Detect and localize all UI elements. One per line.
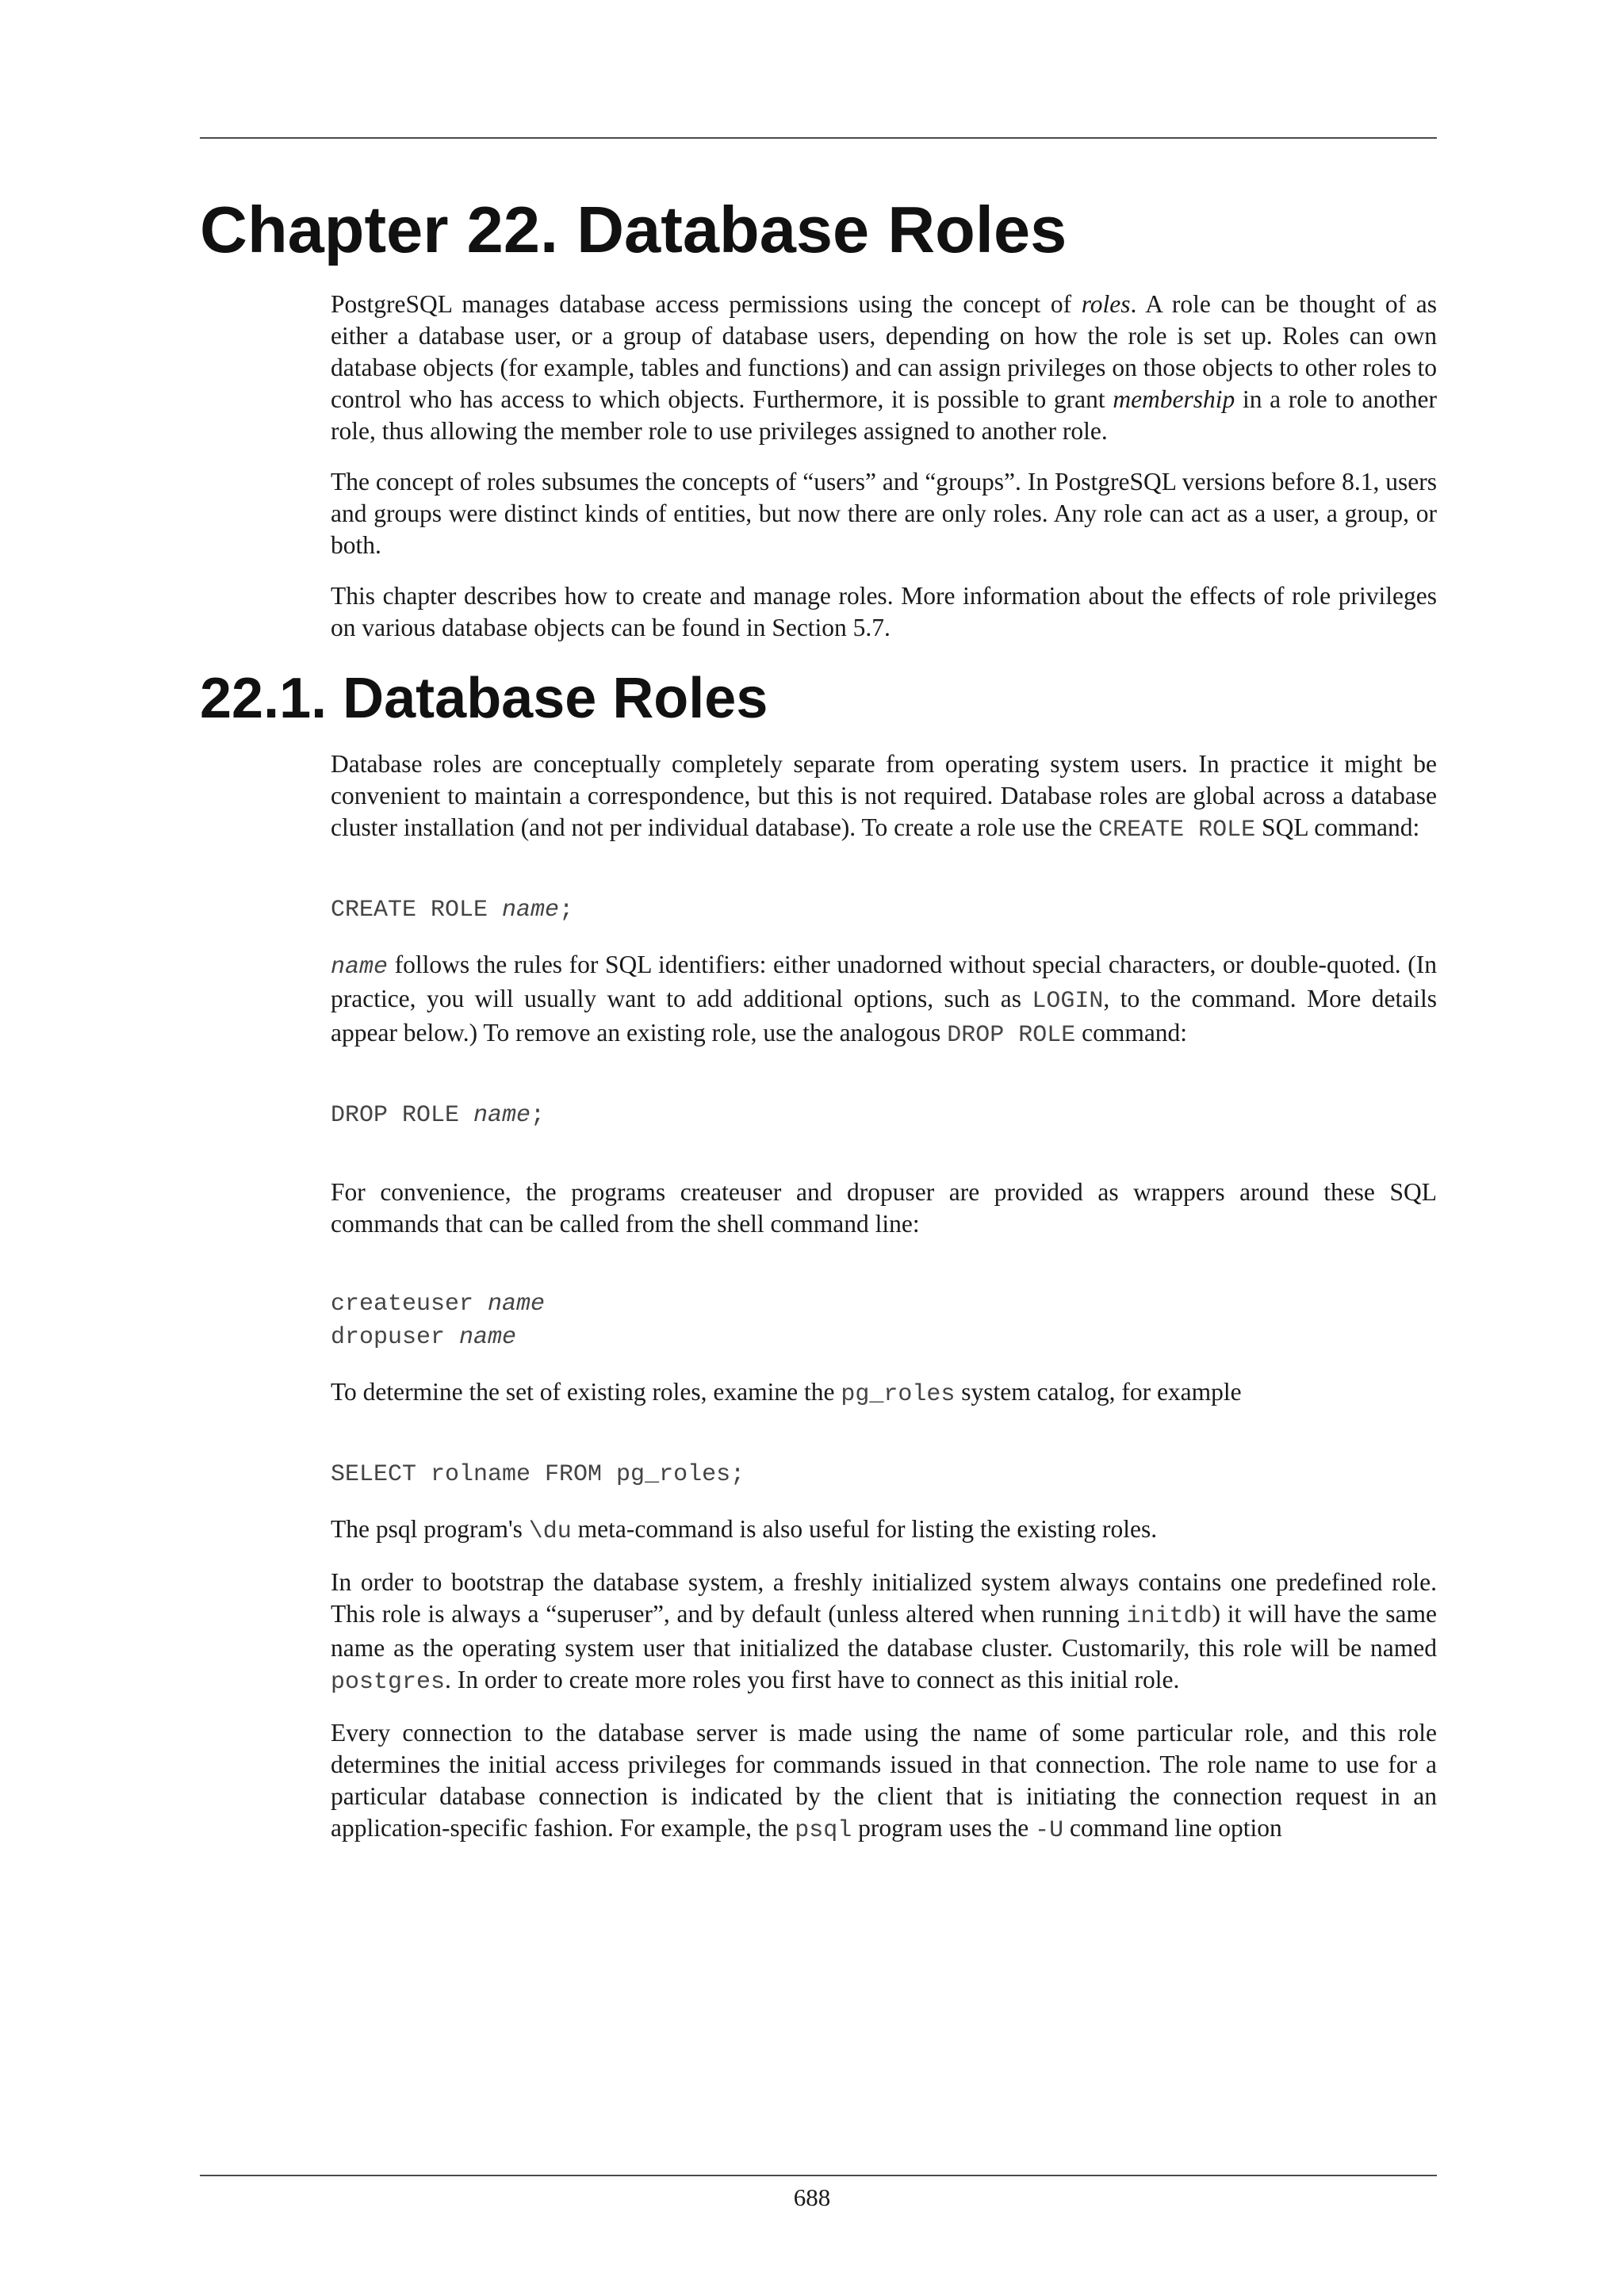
- section-body: [331, 748, 1437, 1846]
- inline-code-du: \du: [528, 1518, 572, 1545]
- inline-code-login: LOGIN: [1032, 988, 1104, 1015]
- intro-paragraph-2: The concept of roles subsumes the concepts of “users” and “groups”. In PostgreSQL versions before 8.1, users and groups were distinct kinds of entities, but now there are only roles. Any role can act as a user, a group, or both.: [331, 468, 1437, 559]
- section-paragraph-3: For convenience, the programs createuser and dropuser are provided as wrappers around these SQL commands that can be called from the shell command line:: [331, 1178, 1437, 1238]
- intro-paragraph-1: PostgreSQL manages database access permissions using the concept of roles. A role can be thought of as either a database user, or a group of database users, depending on how the role is set up. Roles can own database objects (for example, tables and functions) and can assign privileges on those objects to other roles to control who has access to which objects. Furthermore, it is possible to grant membership in a role to another role, thus allowing the member role to use privileges assigned to another role.: [331, 290, 1437, 445]
- inline-code-psql: psql: [795, 1817, 852, 1844]
- section-paragraph-5: The psql program's \du meta-command is also useful for listing the existing roles.: [331, 1515, 1158, 1545]
- inline-code-u-option: -U: [1035, 1817, 1064, 1844]
- inline-code-postgres: postgres: [331, 1669, 446, 1696]
- footer-rule: [200, 2175, 1437, 2176]
- header-rule: [200, 137, 1437, 139]
- inline-code-drop-role: DROP ROLE: [947, 1022, 1076, 1049]
- page-content: [200, 190, 1437, 1866]
- page-number: 688: [793, 2183, 831, 2211]
- section-paragraph-4: To determine the set of existing roles, examine the pg_roles system catalog, for example: [331, 1378, 1242, 1408]
- emphasis-membership: membership: [1113, 385, 1235, 413]
- code-block-shell: createuser name dropuser name: [331, 1291, 546, 1351]
- section-paragraph-2: name follows the rules for SQL identifiers: either unadorned without special characters, or double-quoted. (In practice, you will usually want to add additional options, such as LOGIN, to the command. More details appear below.) To remove an existing role, use the analogous DROP ROLE command:: [331, 951, 1438, 1049]
- emphasis-roles: roles: [1081, 290, 1131, 318]
- section-title: 22.1. Database Roles: [200, 667, 768, 730]
- code-block-select: SELECT rolname FROM pg_roles;: [331, 1461, 745, 1488]
- code-block-create-role: CREATE ROLE name;: [331, 897, 574, 924]
- chapter-intro: [331, 289, 1437, 644]
- inline-code-initdb: initdb: [1126, 1603, 1212, 1630]
- inline-code-name: name: [331, 954, 389, 981]
- section-paragraph-6: In order to bootstrap the database system, a freshly initialized system always contains one predefined role. This role is always a “superuser”, and by default (unless altered when running initdb) it will have the same name as the operating system user that initialized the database cluster. Customarily, this role will be named postgres. In order to create more roles you first have to connect as this initial role.: [331, 1568, 1437, 1696]
- intro-paragraph-3: This chapter describes how to create and manage roles. More information about the effects of role privileges on various database objects can be found in Section 5.7.: [331, 582, 1437, 641]
- inline-code-create-role: CREATE ROLE: [1098, 817, 1256, 844]
- chapter-title: Chapter 22. Database Roles: [200, 193, 1067, 266]
- section-paragraph-7: Every connection to the database server is made using the name of some particular role, and this role determines the initial access privileges for commands issued in that connection. The role name to use for a particular database connection is indicated by the client that is initiating the connection request in an application-specific fashion. For example, the psql program uses the -U command line option: [331, 1719, 1437, 1844]
- code-block-drop-role: DROP ROLE name;: [331, 1102, 546, 1129]
- inline-code-pg-roles: pg_roles: [841, 1381, 956, 1408]
- section-paragraph-1: Database roles are conceptually completely separate from operating system users. In practice it might be convenient to maintain a correspondence, but this is not required. Database roles are global across a database cluster installation (and not per individual database). To create a role use the CREATE ROLE SQL command:: [331, 750, 1437, 844]
